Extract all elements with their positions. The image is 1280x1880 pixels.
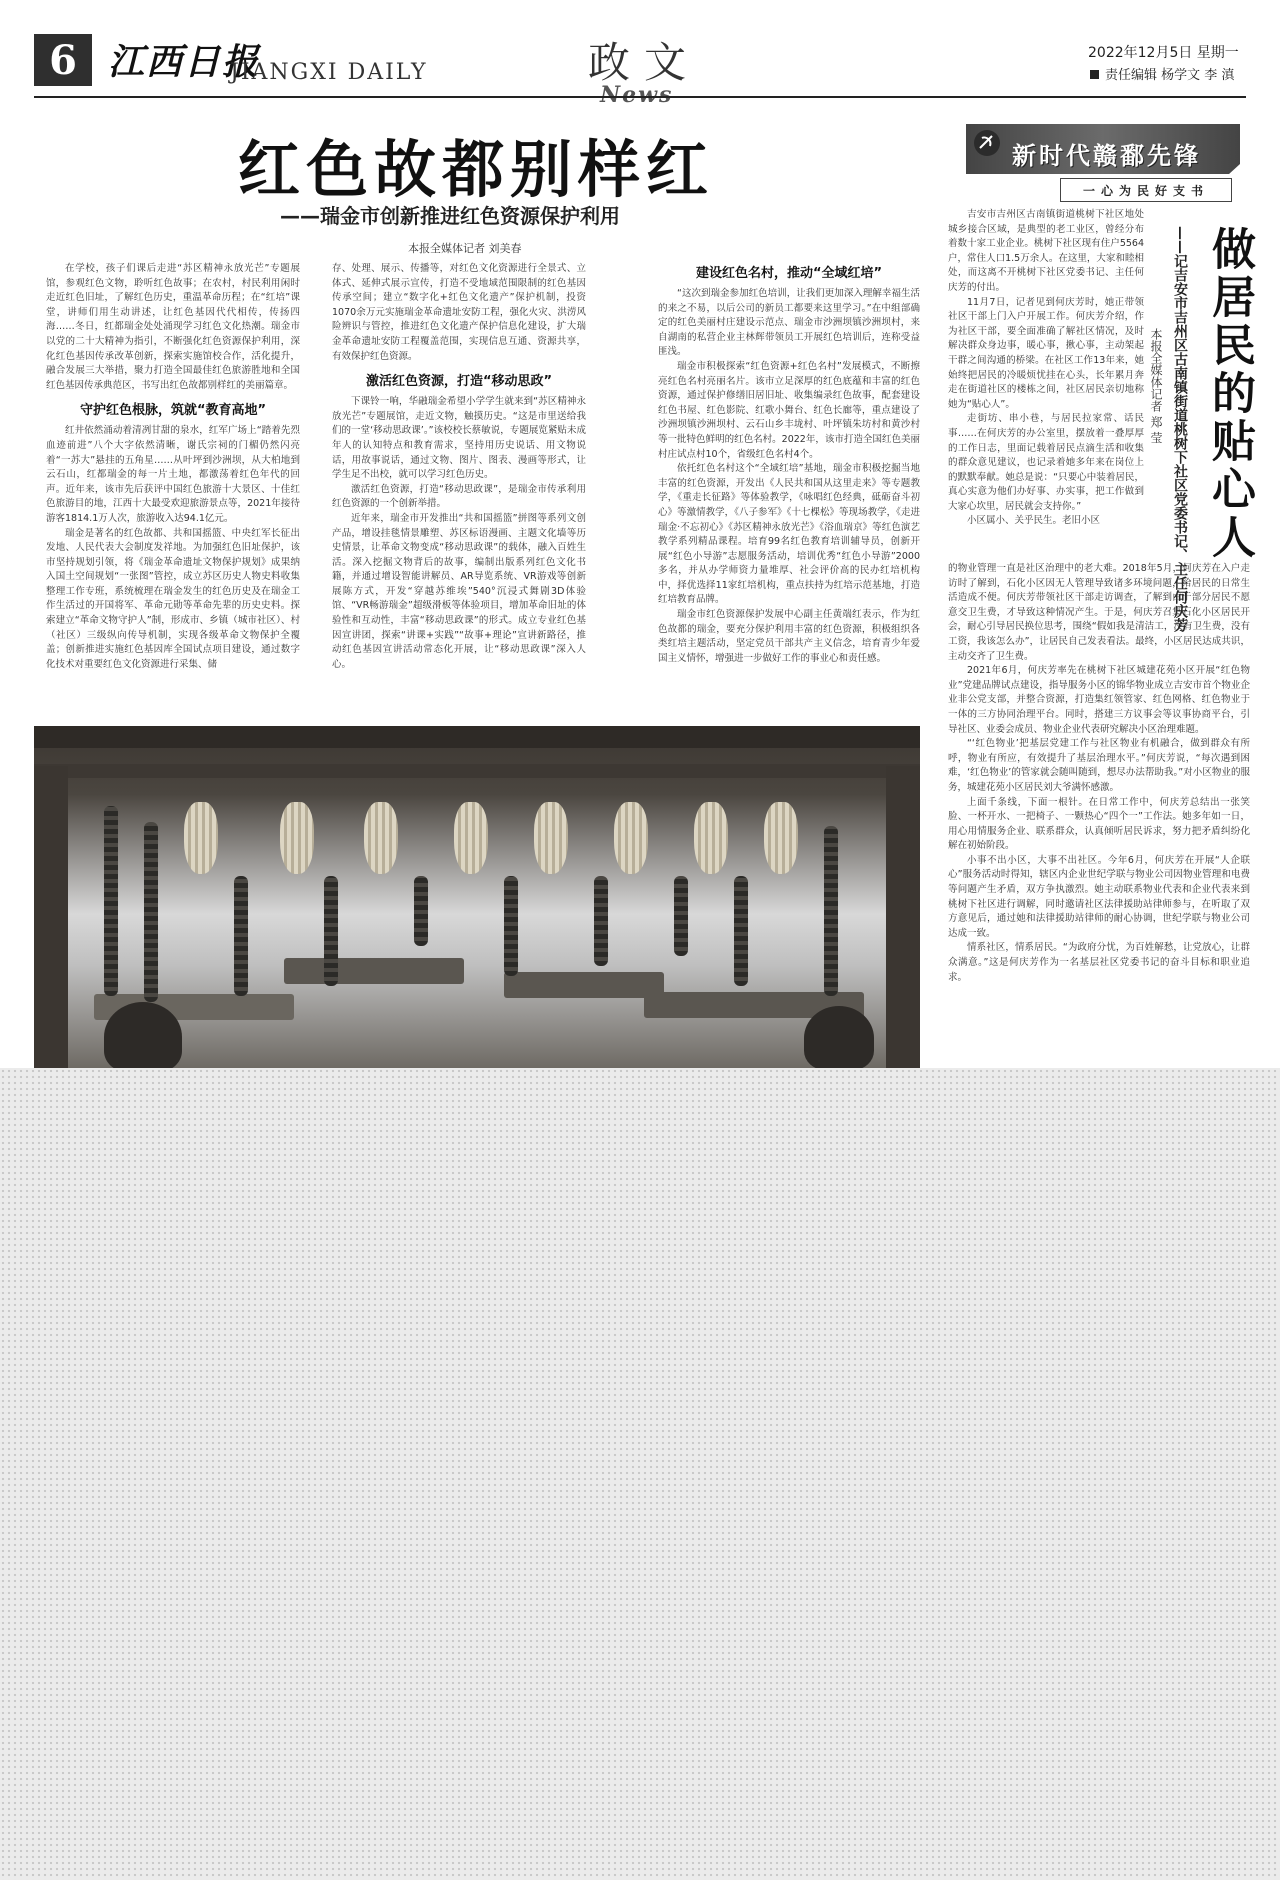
section-title-en: News	[600, 82, 674, 108]
paragraph: 的物业管理一直是社区治理中的老大难。2018年5月，何庆芳在入户走访时了解到，石化小区因无人管理导致诸多环境问题，给居民的日常生活造成不便。何庆芳带领社区干部走访调查，了解到由于部分居民不愿意交卫生费，才导致这种情况产生。于是，何庆芳召集石化小区居民开会，耐心引导居民换位思考，围绕“假如我是清洁工，没有卫生费，没有工资，我该怎么办”，让居民自己发表看法。最终，小区居民达成共识，主动交齐了卫生费。	[948, 563, 1250, 662]
sidebar-byline: 本报全媒体记者 郑 莹	[1149, 328, 1163, 444]
paragraph: 瑞金市积极探索“红色资源+红色名村”发展模式，不断擦亮红色名村亮丽名片。该市立足深厚的红色底蕴和丰富的红色资源，通过保护修缮旧居旧址、收集编录红色故事，配套建设红色书屋、红色影院、红歌小舞台、红色长廊等，重点建设了沙洲坝镇沙洲坝村、云石山乡丰垅村、叶坪镇朱坊村和黄沙村等一批特色鲜明的红色名村。2022年，该市打造全国红色美丽村庄试点村10个，省级红色名村4个。	[658, 360, 920, 460]
corn-bundle	[280, 802, 314, 874]
sidebar-headline: 做居民的贴心人	[1204, 226, 1255, 562]
article-byline: 本报全媒体记者 刘美春	[408, 242, 522, 255]
article-intro: 在学校，孩子们课后走进“苏区精神永放光芒”专题展馆，参观红色文物，聆听红色故事；在农村，村民利用闲时走近红色旧址，了解红色历史，重温革命历程；在“红培”课堂，讲师们用生动讲述，让红色基因代代相传，传扬四海……冬日，红都瑞金处处涌现学习红色文化热潮。瑞金市以党的二十大精神为指引，不断强化红色资源保护利用，深化红色基因传承改革创新，探索实施馆校合作，活化提升，融合发展三大举措，聚力打造全国最佳红色旅游胜地和全国红色基因传承典范区，书写出红色故都别样红的美丽篇章。	[46, 263, 300, 391]
corn-bundle	[364, 802, 398, 874]
paragraph: 2021年6月，何庆芳率先在桃树下社区城建花苑小区开展“红色物业”党建品牌试点建设，指导服务小区的锦华物业成立吉安市首个物业企业非公党支部，并整合资源，打造集红领管家、红色网格、红色物业于一体的三方协同治理平台。同时，搭建三方议事会等议事协商平台，引导社区、业委会成员、物业企业代表研究解决小区治理难题。	[948, 665, 1250, 735]
paragraph: 小事不出小区，大事不出社区。今年6月，何庆芳在开展“人企联心”服务活动时得知，辖区内企业世纪学联与物业公司因物业管理和电费等问题产生矛盾，双方争执激烈。她主动联系物业代表和企业代表来到桃树下社区进行调解，同时邀请社区法律援助站律师参与，在听取了双方意见后，通过她和法律援助站律师的耐心协调，世纪学联与物业公司达成一致。	[948, 854, 1250, 939]
corn-bundle	[614, 802, 648, 874]
paragraph: 走街坊、串小巷，与居民拉家常、话民事……在何庆芳的办公室里，摆放着一叠厚厚的工作日志，里面记载着居民点滴生活和收集的群众意见建议，也记录着她多年来在岗位上的默默奉献。她总是说：“只要心中装着居民，真心实意为他们办好事、办实事，把工作做到大家心坎里，居民就会支持你。”	[948, 413, 1144, 512]
visitor-head	[804, 1006, 874, 1068]
article-column-2	[332, 262, 586, 682]
paragraph: 11月7日，记者见到何庆芳时，她正带领社区干部上门入户开展工作。何庆芳介绍，作为社区干部，要全面准确了解社区情况，及时解决群众身边事，暖心事，揪心事，主动架起干群之间沟通的桥梁。在社区工作13年来，她始终把居民的冷暖烦忧挂在心头，长年累月奔走在街道社区的楼栋之间，社区居民亲切地称她为“贴心人”。	[948, 296, 1144, 410]
paragraph: 小区属小、关乎民生。老旧小区	[967, 515, 1101, 527]
corn-bundle	[764, 802, 798, 874]
photo-beam	[34, 764, 920, 778]
paragraph: 吉安市吉州区古南镇街道桃树下社区地处城乡接合区域，是典型的老工业区，曾经分布着数十家工业企业。桃树下社区现有住户5564户，常住人口1.5万余人。在这里，大家和睦相处，而这离不开桃树下社区党委书记、主任何庆芳的付出。	[948, 209, 1144, 293]
sidebar-subheadline: ——记吉安市吉州区古南镇街道桃树下社区党委书记、主任何庆芳	[1172, 226, 1188, 632]
pepper-string	[414, 876, 428, 946]
photo-post-right	[886, 766, 920, 1068]
article-column-1	[46, 262, 300, 682]
sidebar-banner-title: 新时代赣鄱先锋	[1012, 142, 1201, 170]
sidebar-column-1	[948, 208, 1144, 556]
corn-bundle	[694, 802, 728, 874]
paper-logo-cn: 江西日报	[108, 41, 261, 83]
editor-credit	[1090, 64, 1234, 83]
pepper-string	[104, 806, 118, 996]
section-heading-2: 激活红色资源，打造“移动思政”	[365, 374, 553, 390]
pepper-string	[234, 876, 248, 996]
paragraph: 依托红色名村这个“全域红培”基地，瑞金市积极挖掘当地丰富的红色资源，开发出《人民共和国从这里走来》等专题教学，《重走长征路》等体验教学，《咏唱红色经典，砥砺奋斗初心》等激情教学，《八子参军》《十七棵松》等现场教学，《走进瑞金·不忘初心》《苏区精神永放光芒》《浴血瑞京》等红色演艺教学系列精品课程。培育99名红色教育培训辅导员，创新开展“红色小导游”志愿服务活动，培训优秀“红色小导游”2000多名，并从办学师资力量堆厚、社会评价高的民办红培机构中，择优选择11家红培机构，重点扶持为红培示范基地，打造红培教育品牌。	[658, 463, 920, 606]
pepper-string	[144, 822, 158, 1002]
pepper-string	[324, 876, 338, 986]
paragraph: 激活红色资源，打造“移动思政课”，是瑞金市传承利用红色资源的一个创新举措。	[332, 483, 586, 510]
page-number: 6	[34, 34, 92, 86]
corn-bundle	[184, 802, 218, 874]
photo-roof	[504, 972, 664, 998]
issue-date: 2022年12月5日 星期一	[1088, 45, 1239, 61]
paragraph: 瑞金市红色资源保护发展中心副主任黄端红表示，作为红色故都的瑞金，要充分保护利用丰富的红色资源，积极组织各类红培主题活动，坚定党员干部共产主义信念，培育青少年爱国主义情怀，增强进一步做好工作的事业心和责任感。	[658, 609, 920, 664]
blank-dotted-background	[0, 1068, 1280, 1880]
section-title: 政文	[588, 38, 701, 87]
paragraph: 瑞金是著名的红色故都、共和国摇篮、中央红军长征出发地、人民代表大会制度发祥地。为加强红色旧址保护，该市坚持规划引领，将《瑞金革命遗址文物保护规划》成果纳入国土空间规划“一张图”管控，成立苏区历史人物史料收集整理工作专班，系统梳理在瑞金发生的红色历史及在瑞金工作生活过的开国将军、革命元勋等革命先辈的历史史料。探索建立“革命文物守护人”制，形成市、乡镇（城市社区）、村（社区）三级纵向传导机制，实现各级革命文物保护全覆盖；创新推进实施红色基因库全国试点项目建设，通过数字化技术对重要红色文化资源进行采集、储	[46, 527, 300, 670]
article-column-3	[658, 262, 920, 682]
paragraph: 下课铃一响，华融瑞金希望小学学生就来到“苏区精神永放光芒”专题展馆，走近文物，触摸历史。“这是市里送给我们的一堂‘移动思政课’。”该校校长蔡敏说，专题展览紧贴未成年人的认知特点和教育需求，坚持用历史说话、用文物说话，用故事说话，通过文物、图片、图表、漫画等形式，让学生足不出校，就可以学习红色历史。	[332, 396, 586, 481]
paragraph: 红井依然涌动着清冽甘甜的泉水，红军广场上“踏着先烈血迹前进”八个大字依然清晰，谢氏宗祠的门楣仍然闪亮着“一苏大”悬挂的五角星……从叶坪到沙洲坝，从大柏地到云石山，红都瑞金的每一片土地，都激荡着红色年代的回声。近年来，该市先后获评中国红色旅游十大景区、十佳红色旅游目的地，江西十大最受欢迎旅游景点等，2021年接待游客1814.1万人次，旅游收入达94.1亿元。	[46, 425, 300, 524]
paragraph: 近年来，瑞金市开发推出“共和国摇篮”拼图等系列文创产品，增设挂毯情景雕塑、苏区标语漫画、主题文化墙等历史情景，让革命文物变成“移动思政课”的载体，融入百姓生活。深入挖掘文物背后的故事，编制出版系列红色文化书籍，并通过增设智能讲解员、AR导览系统、VR游戏等创新展陈方式，开发“穿越苏维埃”540°沉浸式舞剧3D体验馆、“VR畅游瑞金”超级滑板等体验项目，增加革命旧址的体验性和互动性，丰富“移动思政课”的形式。成立专业红色基因宣讲团，探索“讲课+实践”“故事+理论”宣讲新路径，推动红色基因宣讲活动常态化开展，让“移动思政课”深入人心。	[332, 512, 586, 670]
paragraph: 存、处理、展示、传播等，对红色文化资源进行全景式、立体式、延伸式展示宣传，打造不受地域范围限制的红色基因传承空间；建立“数字化+红色文化遗产”保护机制，投资1070余万元实施瑞金革命遗址安防工程，强化火灾、洪涝风险辨识与管控，推进红色文化遗产保护信息化建设，扩大瑞金革命遗址安防工程覆盖范围，实现信息互通、资源共享，有效保护红色资源。	[332, 263, 586, 362]
paragraph: 上面千条线，下面一根针。在日常工作中，何庆芳总结出一张笑脸、一杯开水、一把椅子、一颗热心“四个一”工作法。她多年如一日，用心用情服务企业、联系群众，认真倾听居民诉求，努力把矛盾纠纷化解在初始阶段。	[948, 796, 1250, 852]
square-bullet-icon	[1090, 70, 1099, 79]
article-photo	[34, 726, 920, 1068]
party-flag-icon	[972, 128, 1002, 158]
photo-post-left	[34, 766, 68, 1068]
pepper-string	[594, 876, 608, 966]
paragraph: “这次到瑞金参加红色培训，让我们更加深入理解幸福生活的来之不易，以后公司的新员工都要来这里学习。”在中组部确定的红色美丽村庄建设示范点、瑞金市沙洲坝镇沙洲坝村，来自湖南的私营企业主林辉带领员工开展红色培训后，连称受益匪浅。	[658, 288, 920, 358]
sidebar-column-2	[948, 562, 1250, 1056]
pepper-string	[824, 826, 838, 996]
photo-beam-top	[34, 726, 920, 748]
corn-bundle	[534, 802, 568, 874]
pepper-string	[734, 876, 748, 986]
paragraph: 情系社区，情系居民。“为政府分忧，为百姓解愁，让党放心，让群众满意。”这是何庆芳作为一名基层社区党委书记的奋斗目标和职业追求。	[948, 942, 1250, 983]
photo-roof	[284, 958, 464, 984]
visitor-head	[104, 1002, 182, 1068]
corn-bundle	[454, 802, 488, 874]
section-heading-1: 守护红色根脉，筑就“教育高地”	[79, 403, 267, 419]
article-headline: 红色故都别样红	[238, 133, 715, 206]
editor-names: 责任编辑 杨学文 李 滇	[1105, 68, 1235, 83]
paragraph: “‘红色物业’把基层党建工作与社区物业有机融合，做到群众有所呼，物业有所应，有效提升了基层治理水平。”何庆芳说，“每次遇到困难，‘红色物业’的管家就会随叫随到，想尽办法帮助我。”对小区物业的服务，城建花苑小区居民刘大爷满怀感激。	[948, 738, 1250, 793]
pepper-string	[504, 876, 518, 976]
sidebar-tag: 一心为民好支书	[1060, 178, 1232, 202]
paper-logo-en: JIANGXI DAILY	[230, 60, 428, 85]
article-subheadline: ——瑞金市创新推进红色资源保护利用	[280, 204, 620, 228]
section-heading-3: 建设红色名村，推动“全域红培”	[695, 266, 883, 281]
masthead-rule	[34, 96, 1246, 98]
pepper-string	[674, 876, 688, 956]
